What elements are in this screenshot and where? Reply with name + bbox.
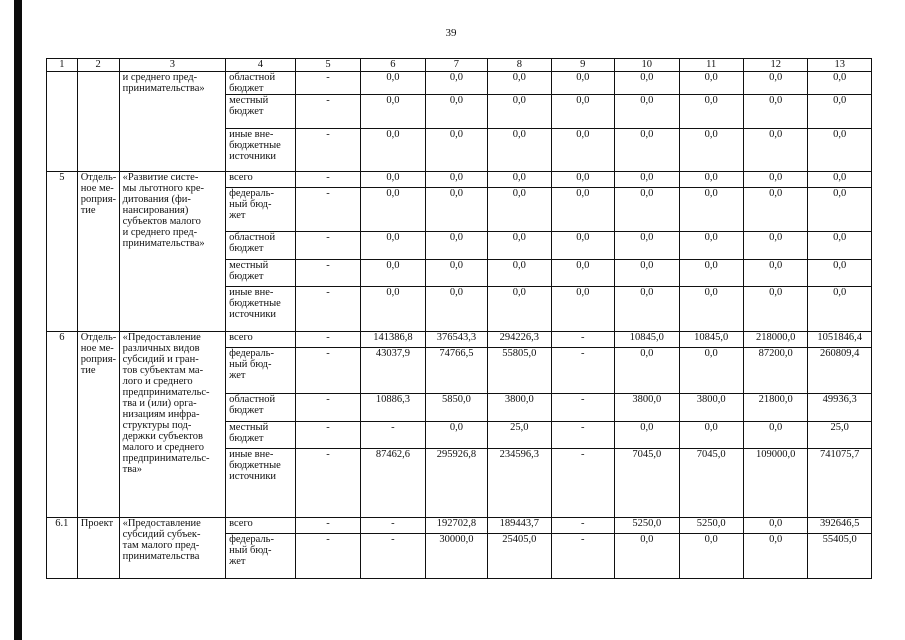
value-cell: 0,0 (615, 129, 679, 172)
value-cell: 0,0 (488, 72, 551, 95)
value-cell: 0,0 (808, 188, 872, 232)
funding-source-cell: иные вне- бюджетные источники (226, 129, 296, 172)
value-cell: 0,0 (361, 287, 425, 332)
value-cell: 0,0 (808, 260, 872, 287)
funding-source-cell: иные вне- бюджетные источники (226, 449, 296, 518)
value-cell: - (295, 332, 361, 348)
value-cell: 0,0 (679, 172, 743, 188)
value-cell: 0,0 (615, 72, 679, 95)
value-cell: 0,0 (743, 260, 807, 287)
value-cell: 189443,7 (488, 518, 551, 534)
value-cell: 0,0 (551, 72, 614, 95)
header-cell: 1 (47, 59, 78, 72)
funding-source-cell: федераль- ный бюд- жет (226, 534, 296, 579)
value-cell: 87462,6 (361, 449, 425, 518)
value-cell: - (295, 260, 361, 287)
value-cell: 0,0 (679, 232, 743, 260)
funding-source-cell: всего (226, 172, 296, 188)
value-cell: 0,0 (488, 232, 551, 260)
value-cell: 0,0 (808, 232, 872, 260)
value-cell: 0,0 (361, 188, 425, 232)
value-cell: - (551, 394, 614, 422)
value-cell: - (295, 95, 361, 129)
funding-source-cell: местный бюджет (226, 422, 296, 449)
header-cell: 3 (119, 59, 225, 72)
funding-source-cell: областной бюджет (226, 72, 296, 95)
measure-name-cell: «Предоставление субсидий субъек- там малого пред- принимательства (119, 518, 225, 579)
value-cell: - (295, 72, 361, 95)
value-cell: - (295, 188, 361, 232)
value-cell: 0,0 (425, 188, 487, 232)
value-cell: 21800,0 (743, 394, 807, 422)
funding-source-cell: областной бюджет (226, 394, 296, 422)
status-cell: Проект (77, 518, 119, 579)
header-cell: 7 (425, 59, 487, 72)
funding-source-cell: всего (226, 518, 296, 534)
value-cell: - (295, 518, 361, 534)
value-cell: 0,0 (743, 422, 807, 449)
value-cell: 376543,3 (425, 332, 487, 348)
row-number-cell: 6 (47, 332, 78, 518)
value-cell: 0,0 (488, 188, 551, 232)
value-cell: 25,0 (808, 422, 872, 449)
funding-source-cell: иные вне- бюджетные источники (226, 287, 296, 332)
value-cell: - (361, 534, 425, 579)
value-cell: 55805,0 (488, 348, 551, 394)
value-cell: 218000,0 (743, 332, 807, 348)
status-cell: Отдель- ное ме- роприя- тие (77, 172, 119, 332)
value-cell: 0,0 (679, 95, 743, 129)
row-number-cell: 5 (47, 172, 78, 332)
value-cell: 0,0 (551, 232, 614, 260)
value-cell: 0,0 (615, 188, 679, 232)
value-cell: 0,0 (425, 129, 487, 172)
value-cell: 0,0 (551, 287, 614, 332)
value-cell: 3800,0 (488, 394, 551, 422)
scan-edge-bar (14, 0, 22, 640)
value-cell: - (551, 518, 614, 534)
budget-table (46, 58, 872, 579)
value-cell: - (295, 129, 361, 172)
value-cell: 0,0 (615, 232, 679, 260)
value-cell: 0,0 (679, 129, 743, 172)
value-cell: 0,0 (808, 287, 872, 332)
header-cell: 13 (808, 59, 872, 72)
header-row (47, 59, 872, 72)
value-cell: 0,0 (551, 188, 614, 232)
value-cell: 0,0 (615, 95, 679, 129)
value-cell: 0,0 (425, 172, 487, 188)
table-row (47, 72, 872, 95)
header-cell: 11 (679, 59, 743, 72)
value-cell: 49936,3 (808, 394, 872, 422)
value-cell: 3800,0 (679, 394, 743, 422)
value-cell: 5250,0 (615, 518, 679, 534)
value-cell: 10886,3 (361, 394, 425, 422)
value-cell: 0,0 (425, 260, 487, 287)
value-cell: 0,0 (361, 95, 425, 129)
value-cell: 0,0 (425, 287, 487, 332)
header-cell: 9 (551, 59, 614, 72)
value-cell: - (295, 232, 361, 260)
measure-name-cell: «Развитие систе- мы льготного кре- дитования (фи- нансирования) субъектов малого и среднего пред- принимательства» (119, 172, 225, 332)
row-number-cell (47, 72, 78, 172)
value-cell: 0,0 (743, 72, 807, 95)
value-cell: 0,0 (551, 95, 614, 129)
value-cell: 0,0 (679, 422, 743, 449)
value-cell: 0,0 (679, 348, 743, 394)
value-cell: - (551, 534, 614, 579)
value-cell: 7045,0 (615, 449, 679, 518)
value-cell: 25405,0 (488, 534, 551, 579)
table-row (47, 172, 872, 188)
value-cell: 0,0 (743, 534, 807, 579)
value-cell: 5850,0 (425, 394, 487, 422)
table-row (47, 332, 872, 348)
value-cell: 0,0 (679, 534, 743, 579)
value-cell: 74766,5 (425, 348, 487, 394)
value-cell: 0,0 (361, 232, 425, 260)
header-cell: 2 (77, 59, 119, 72)
value-cell: 0,0 (615, 348, 679, 394)
value-cell: 0,0 (361, 129, 425, 172)
value-cell: 0,0 (743, 232, 807, 260)
value-cell: 0,0 (808, 172, 872, 188)
value-cell: 0,0 (425, 72, 487, 95)
value-cell: - (551, 449, 614, 518)
value-cell: 294226,3 (488, 332, 551, 348)
value-cell: 30000,0 (425, 534, 487, 579)
value-cell: 0,0 (488, 129, 551, 172)
value-cell: - (551, 422, 614, 449)
value-cell: 5250,0 (679, 518, 743, 534)
value-cell: 0,0 (425, 95, 487, 129)
header-cell: 4 (226, 59, 296, 72)
value-cell: 0,0 (743, 287, 807, 332)
header-cell: 12 (743, 59, 807, 72)
value-cell: 0,0 (488, 95, 551, 129)
header-cell: 6 (361, 59, 425, 72)
status-cell (77, 72, 119, 172)
header-cell: 10 (615, 59, 679, 72)
value-cell: 0,0 (808, 129, 872, 172)
value-cell: 0,0 (743, 129, 807, 172)
row-number-cell: 6.1 (47, 518, 78, 579)
value-cell: 0,0 (551, 129, 614, 172)
value-cell: 0,0 (615, 260, 679, 287)
value-cell: 0,0 (615, 422, 679, 449)
measure-name-cell: «Предоставление различных видов субсидий и гран- тов субъектам ма- лого и среднего предпринимательс- тва и (или) орга- низациям инфра- структуры под- держки субъектов малого и среднего предпринимательс- тва» (119, 332, 225, 518)
value-cell: - (295, 394, 361, 422)
value-cell: 0,0 (488, 260, 551, 287)
value-cell: 3800,0 (615, 394, 679, 422)
funding-source-cell: областной бюджет (226, 232, 296, 260)
value-cell: 0,0 (425, 422, 487, 449)
value-cell: - (295, 172, 361, 188)
value-cell: 0,0 (743, 172, 807, 188)
value-cell: 0,0 (615, 534, 679, 579)
measure-name-cell: и среднего пред- принимательства» (119, 72, 225, 172)
value-cell: 0,0 (679, 188, 743, 232)
header-cell: 5 (295, 59, 361, 72)
value-cell: 0,0 (743, 518, 807, 534)
value-cell: 192702,8 (425, 518, 487, 534)
value-cell: - (295, 422, 361, 449)
value-cell: 0,0 (551, 172, 614, 188)
value-cell: 10845,0 (615, 332, 679, 348)
funding-source-cell: федераль- ный бюд- жет (226, 348, 296, 394)
value-cell: 87200,0 (743, 348, 807, 394)
value-cell: 0,0 (808, 72, 872, 95)
value-cell: 260809,4 (808, 348, 872, 394)
value-cell: - (551, 348, 614, 394)
value-cell: 295926,8 (425, 449, 487, 518)
value-cell: 0,0 (615, 287, 679, 332)
value-cell: 0,0 (679, 72, 743, 95)
value-cell: 0,0 (361, 172, 425, 188)
value-cell: 0,0 (361, 72, 425, 95)
value-cell: 25,0 (488, 422, 551, 449)
value-cell: 741075,7 (808, 449, 872, 518)
funding-source-cell: всего (226, 332, 296, 348)
value-cell: - (295, 449, 361, 518)
page-number: 39 (445, 27, 457, 39)
value-cell: 0,0 (743, 95, 807, 129)
funding-source-cell: федераль- ный бюд- жет (226, 188, 296, 232)
table-row (47, 518, 872, 534)
value-cell: 0,0 (361, 260, 425, 287)
value-cell: 0,0 (425, 232, 487, 260)
value-cell: 392646,5 (808, 518, 872, 534)
value-cell: 10845,0 (679, 332, 743, 348)
value-cell: 0,0 (488, 172, 551, 188)
funding-source-cell: местный бюджет (226, 260, 296, 287)
value-cell: 43037,9 (361, 348, 425, 394)
value-cell: 0,0 (615, 172, 679, 188)
status-cell: Отдель- ное ме- роприя- тие (77, 332, 119, 518)
value-cell: 7045,0 (679, 449, 743, 518)
value-cell: - (551, 332, 614, 348)
value-cell: 234596,3 (488, 449, 551, 518)
value-cell: 0,0 (679, 287, 743, 332)
value-cell: 0,0 (551, 260, 614, 287)
value-cell: - (295, 348, 361, 394)
value-cell: 141386,8 (361, 332, 425, 348)
value-cell: 0,0 (808, 95, 872, 129)
value-cell: 0,0 (679, 260, 743, 287)
value-cell: - (361, 518, 425, 534)
value-cell: - (295, 287, 361, 332)
value-cell: 109000,0 (743, 449, 807, 518)
value-cell: 55405,0 (808, 534, 872, 579)
header-cell: 8 (488, 59, 551, 72)
value-cell: 0,0 (743, 188, 807, 232)
value-cell: 1051846,4 (808, 332, 872, 348)
funding-source-cell: местный бюджет (226, 95, 296, 129)
value-cell: - (295, 534, 361, 579)
value-cell: 0,0 (488, 287, 551, 332)
value-cell: - (361, 422, 425, 449)
